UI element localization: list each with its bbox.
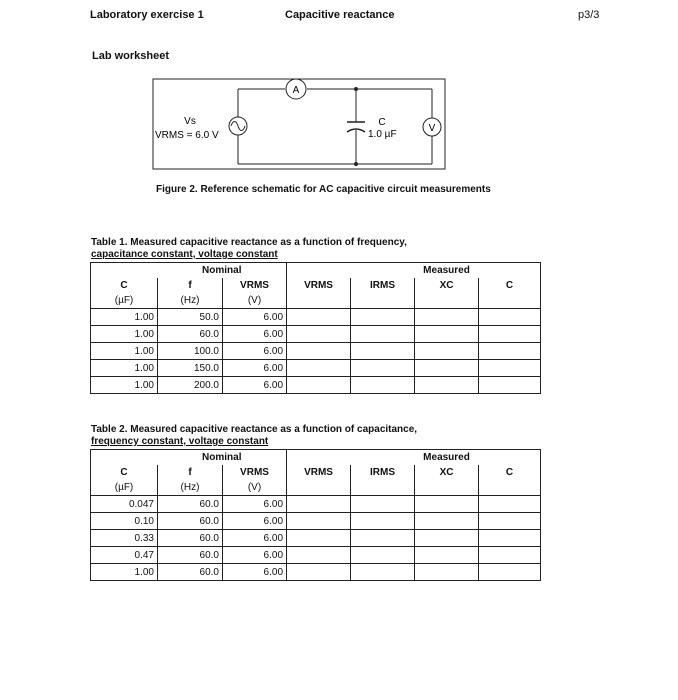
table2-group-nominal: Nominal — [158, 450, 287, 466]
table2-entry-cell[interactable] — [479, 513, 541, 530]
source-value: VRMS = 6.0 V — [155, 130, 219, 141]
table1-caption-line1: Table 1. Measured capacitive reactance as a function of frequency, — [91, 237, 407, 248]
table1-cell: 6.00 — [223, 326, 287, 343]
table1-cell: 6.00 — [223, 309, 287, 326]
table1-entry-cell[interactable] — [287, 309, 351, 326]
table1-cell: 150.0 — [158, 360, 223, 377]
table1-cell: 1.00 — [91, 360, 158, 377]
source-label: Vs — [184, 116, 196, 127]
table1-entry-cell[interactable] — [351, 326, 415, 343]
table2-entry-cell[interactable] — [415, 496, 479, 513]
table1-cell: 1.00 — [91, 326, 158, 343]
table1-header-c: C — [91, 278, 158, 293]
table1-header-xc: XC — [415, 278, 479, 293]
node-top — [354, 87, 358, 91]
table2-header-vrms-measured: VRMS — [287, 465, 351, 480]
table-row — [91, 530, 541, 547]
table2-entry-cell[interactable] — [287, 530, 351, 547]
table1-cell: 1.00 — [91, 343, 158, 360]
table1-entry-cell[interactable] — [479, 360, 541, 377]
table2-cell: 0.47 — [91, 547, 158, 564]
table-row — [91, 309, 541, 326]
table1-cell: 6.00 — [223, 343, 287, 360]
table2-cell: 0.33 — [91, 530, 158, 547]
table1-unit-c: (µF) — [91, 293, 158, 309]
table1-entry-cell[interactable] — [479, 377, 541, 394]
table2-cell: 0.047 — [91, 496, 158, 513]
table2-header-f: f — [158, 465, 223, 480]
table1-entry-cell[interactable] — [351, 343, 415, 360]
table-row — [91, 377, 541, 394]
table2-unit-v: (V) — [223, 480, 287, 496]
capacitor-label: C — [378, 117, 386, 128]
table1-entry-cell[interactable] — [351, 360, 415, 377]
table-row — [91, 513, 541, 530]
table2-entry-cell[interactable] — [351, 513, 415, 530]
section-title: Lab worksheet — [92, 50, 170, 62]
table2-entry-cell[interactable] — [479, 530, 541, 547]
table1-header-vrms-measured: VRMS — [287, 278, 351, 293]
table2-header-irms: IRMS — [351, 465, 415, 480]
table2-entry-cell[interactable] — [287, 564, 351, 581]
table1-cell: 60.0 — [158, 326, 223, 343]
table2-cell: 60.0 — [158, 564, 223, 581]
table-row — [91, 360, 541, 377]
table2-header-vrms-nominal: VRMS — [223, 465, 287, 480]
table-row — [91, 326, 541, 343]
table2-entry-cell[interactable] — [351, 547, 415, 564]
table2-entry-cell[interactable] — [287, 513, 351, 530]
table1-unit-f: (Hz) — [158, 293, 223, 309]
table1-caption — [91, 237, 407, 261]
figure-caption: Figure 2. Reference schematic for AC capacitive circuit measurements — [156, 184, 491, 195]
table1-cell: 1.00 — [91, 377, 158, 394]
table1-group-nominal: Nominal — [158, 263, 287, 279]
table1-header-vrms-nominal: VRMS — [223, 278, 287, 293]
table1-entry-cell[interactable] — [351, 377, 415, 394]
table2-caption-line1: Table 2. Measured capacitive reactance as a function of capacitance, — [91, 424, 418, 435]
table2-entry-cell[interactable] — [351, 530, 415, 547]
node-bottom — [354, 162, 358, 166]
circuit-schematic — [150, 76, 450, 176]
table2-entry-cell[interactable] — [287, 496, 351, 513]
table1-entry-cell[interactable] — [351, 309, 415, 326]
table1-entry-cell[interactable] — [287, 343, 351, 360]
table2-unit-c: (µF) — [91, 480, 158, 496]
table-row — [91, 496, 541, 513]
table1-entry-cell[interactable] — [287, 326, 351, 343]
table2-group-measured: Measured — [415, 450, 479, 466]
table-row — [91, 564, 541, 581]
table2-cell: 6.00 — [223, 496, 287, 513]
table2-entry-cell[interactable] — [415, 530, 479, 547]
table1-header-irms: IRMS — [351, 278, 415, 293]
table1-entry-cell[interactable] — [415, 377, 479, 394]
table1-group-measured: Measured — [415, 263, 479, 279]
table1-entry-cell[interactable] — [479, 309, 541, 326]
table1-cell: 1.00 — [91, 309, 158, 326]
table1-cell: 50.0 — [158, 309, 223, 326]
table2-entry-cell[interactable] — [479, 564, 541, 581]
table1-cell: 6.00 — [223, 377, 287, 394]
table2-cell: 1.00 — [91, 564, 158, 581]
header-title: Capacitive reactance — [285, 9, 395, 21]
table-row — [91, 547, 541, 564]
ammeter-label: A — [292, 85, 300, 96]
table1-header-f: f — [158, 278, 223, 293]
table2-entry-cell[interactable] — [479, 547, 541, 564]
table2-header-xc: XC — [415, 465, 479, 480]
table2-cell: 0.10 — [91, 513, 158, 530]
table2-unit-f: (Hz) — [158, 480, 223, 496]
table2-cell: 60.0 — [158, 547, 223, 564]
table2-entry-cell[interactable] — [479, 496, 541, 513]
table1-entry-cell[interactable] — [479, 343, 541, 360]
table1-entry-cell[interactable] — [415, 360, 479, 377]
page-number: p3/3 — [578, 9, 600, 21]
table2-header-c: C — [91, 465, 158, 480]
table2-header-c-measured: C — [479, 465, 541, 480]
table1-entry-cell[interactable] — [415, 326, 479, 343]
table2-cell: 6.00 — [223, 530, 287, 547]
table1-entry-cell[interactable] — [479, 326, 541, 343]
table2-entry-cell[interactable] — [351, 496, 415, 513]
table2-entry-cell[interactable] — [415, 513, 479, 530]
table2 — [90, 449, 541, 581]
table2-cell: 6.00 — [223, 547, 287, 564]
table1-unit-v: (V) — [223, 293, 287, 309]
table1-entry-cell[interactable] — [415, 343, 479, 360]
table1-cell: 100.0 — [158, 343, 223, 360]
table1-cell: 200.0 — [158, 377, 223, 394]
table2-entry-cell[interactable] — [287, 547, 351, 564]
table1-header-c-measured: C — [479, 278, 541, 293]
voltmeter-label: V — [428, 123, 436, 134]
table1-cell: 6.00 — [223, 360, 287, 377]
table2-entry-cell[interactable] — [415, 564, 479, 581]
table2-entry-cell[interactable] — [415, 547, 479, 564]
table2-cell: 60.0 — [158, 530, 223, 547]
table2-cell: 60.0 — [158, 513, 223, 530]
table2-cell: 6.00 — [223, 564, 287, 581]
table1 — [90, 262, 541, 394]
capacitor-value: 1.0 µF — [368, 129, 397, 140]
table2-caption — [91, 424, 417, 448]
table2-entry-cell[interactable] — [351, 564, 415, 581]
table1-entry-cell[interactable] — [287, 377, 351, 394]
table2-cell: 6.00 — [223, 513, 287, 530]
header-left: Laboratory exercise 1 — [90, 9, 204, 21]
table2-cell: 60.0 — [158, 496, 223, 513]
table1-entry-cell[interactable] — [287, 360, 351, 377]
table1-caption-line2: capacitance constant, voltage constant — [91, 249, 278, 260]
table-row — [91, 343, 541, 360]
table1-entry-cell[interactable] — [415, 309, 479, 326]
table2-caption-line2: frequency constant, voltage constant — [91, 436, 269, 447]
